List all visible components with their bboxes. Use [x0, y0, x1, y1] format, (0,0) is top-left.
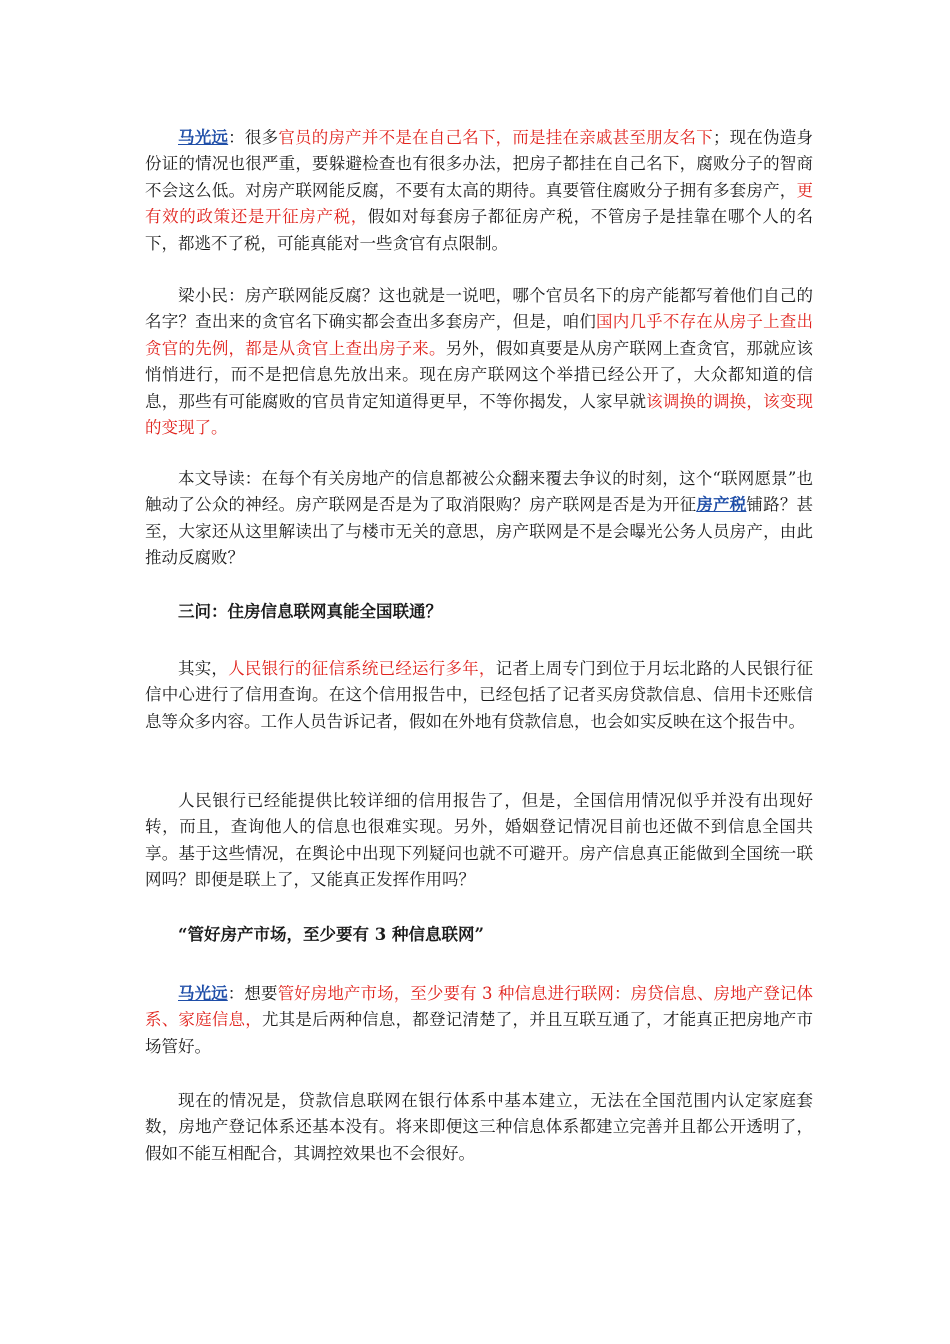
paragraph-intro	[145, 466, 813, 572]
highlight-text: 人民银行的征信系统已经运行多年，	[228, 659, 496, 678]
paragraph-current-situation	[145, 1088, 813, 1167]
text: ；现在伪造身份证的情况也很严重，要躲避检查也有很多办法，把房子都挂在自己名下，腐败分子的智商不会这么低。对房产联网能反腐，不要有太高的期待。真要管住腐败分子拥有多套房产，	[145, 128, 814, 200]
text: 铺路？甚至，大家还从这里解读出了与楼市无关的意思，房产联网是不是会曝光公务人员房产，由此推动反腐败？	[145, 495, 814, 568]
text: 另外，假如真要是从房产联网上查贪官，那就应该悄悄进行，而不是把信息先放出来。现在房产联网这个举措已经公开了，大众都知道的信息，那些有可能腐败的官员肯定知道得更早，不等你揭发，人家早就	[145, 338, 814, 411]
text: 记者上周专门到位于月坛北路的人民银行征信中心进行了信用查询。在这个信用报告中，已经包括了记者买房贷款信息、信用卡还账信息等众多内容。工作人员告诉记者，假如在外地有贷款信息，也会如实反映在这个报告中。	[145, 659, 814, 731]
text: 人民银行已经能提供比较详细的信用报告了，但是，全国信用情况似乎并没有出现好转，而且，查询他人的信息也很难实现。另外，婚姻登记情况目前也还做不到信息全国共享。基于这些情况，在舆论中出现下列疑问也就不可避开。房产信息真正能做到全国统一联网吗？即便是联上了，又能真正发挥作用吗？	[145, 791, 813, 890]
section-heading-2: “管好房产市场，至少要有 3 种信息联网”	[178, 925, 484, 944]
text: 尤其是后两种信息，都登记清楚了，并且互联互通了，才能真正把房地产市场管好。	[145, 1010, 814, 1056]
paragraph-ma-guangyuan-1	[145, 125, 813, 257]
text: 其实，	[178, 659, 229, 678]
section-heading-1: 三问：住房信息联网真能全国联通？	[178, 602, 442, 621]
text: 本文导读：在每个有关房地产的信息都被公众翻来覆去争议的时刻，这个“联网愿景”也触动了公众的神经。房产联网是否是为了取消限购？房产联网是否是为开征	[145, 469, 813, 515]
speaker-link-ma-guangyuan[interactable]: 马光远	[178, 984, 228, 1003]
highlight-text: 更有效的政策还是开征房产税，	[145, 180, 813, 227]
paragraph-credit-system	[145, 656, 813, 735]
paragraph-ma-guangyuan-2	[145, 981, 813, 1060]
paragraph-liang-xiaomin	[145, 283, 813, 441]
speaker-link-ma-guangyuan[interactable]: 马光远	[178, 128, 229, 147]
paragraph-credit-report	[145, 788, 813, 894]
highlight-text: 该调换的调换，该变现的变现了。	[145, 391, 814, 438]
highlight-text: 管好房地产市场，至少要有 3 种信息进行联网：房贷信息、房地产登记体系、家庭信息，	[145, 984, 813, 1030]
highlight-text: 国内几乎不存在从房子上查出贪官的先例，都是从贪官上查出房子来。	[145, 312, 814, 358]
text: 现在的情况是，贷款信息联网在银行体系中基本建立，无法在全国范围内认定家庭套数，房地产登记体系还基本没有。将来即便这三种信息体系都建立完善并且都公开透明了，假如不能互相配合，其调控效果也不会很好。	[145, 1091, 813, 1163]
text: ：想要	[227, 984, 278, 1003]
text: 梁小民：房产联网能反腐？这也就是一说吧，哪个官员名下的房产能都写着他们自己的名字？查出来的贪官名下确实都会查出多套房产，但是，咱们	[145, 286, 813, 332]
highlight-text: 官员的房产并不是在自己名下，而是挂在亲戚甚至朋友名下	[278, 128, 713, 147]
text: 假如对每套房子都征房产税，不管房子是挂靠在哪个人的名下，都逃不了税，可能真能对一些贪官有点限制。	[145, 207, 814, 253]
text: ：很多	[228, 128, 279, 147]
property-tax-link[interactable]: 房产税	[696, 495, 747, 515]
